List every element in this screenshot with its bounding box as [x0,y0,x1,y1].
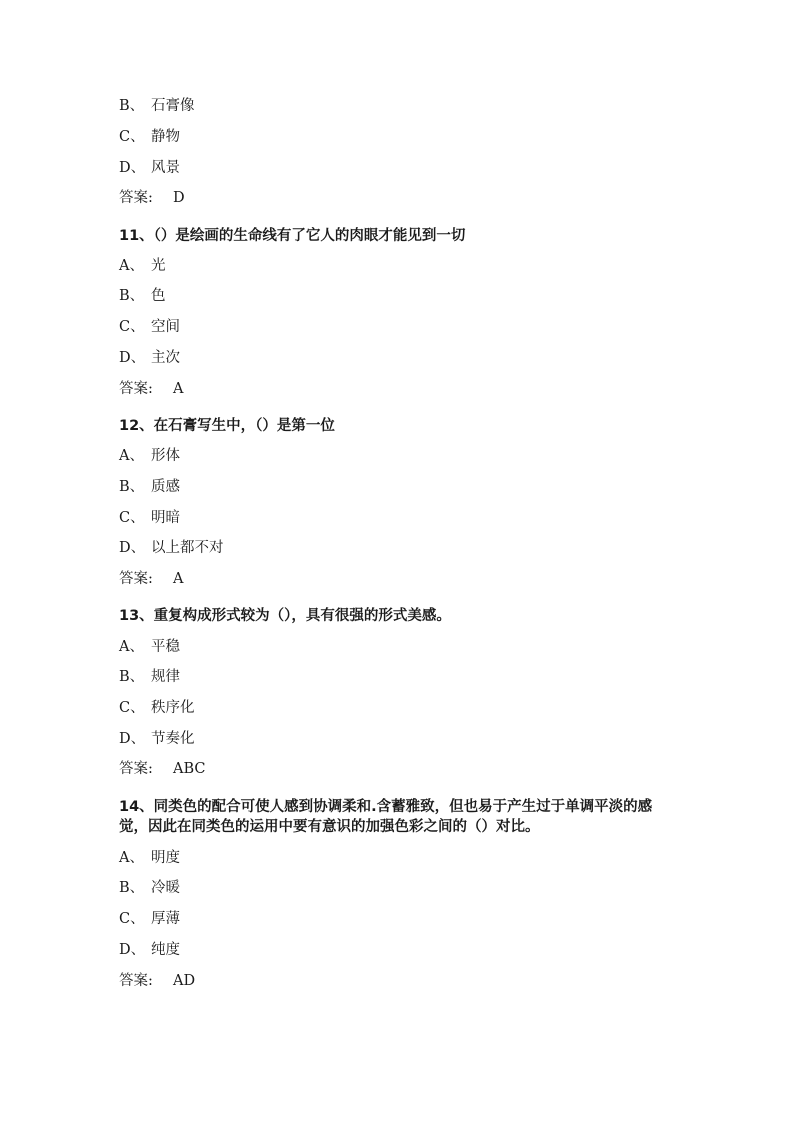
answer-value: D [173,190,185,206]
question-title: 13、重复构成形式较为（），具有很强的形式美感。 [119,608,451,624]
question-title: 11、（）是绘画的生命线有了它人的肉眼才能见到一切 [119,228,466,244]
option-row [119,940,180,960]
option-letter: D、 [119,942,146,958]
answer-label: 答案: [119,761,153,777]
answer-row [119,971,195,991]
option-text: 秩序化 [151,700,195,716]
option-text: 明暗 [151,510,180,526]
option-text: 空间 [151,319,180,335]
answer-row [119,569,183,589]
option-row [119,909,180,929]
option-text: 风景 [151,160,180,176]
option-row [119,446,180,466]
option-text: 静物 [151,129,180,145]
answer-value: ABC [173,761,206,777]
option-letter: C、 [119,129,145,145]
option-letter: C、 [119,319,145,335]
option-row [119,317,180,337]
option-row [119,878,180,898]
answer-label: 答案: [119,190,153,206]
option-letter: C、 [119,510,145,526]
option-text: 冷暖 [151,880,180,896]
option-letter: B、 [119,98,145,114]
answer-row [119,188,185,208]
answer-row [119,759,206,779]
option-letter: C、 [119,700,145,716]
option-text: 规律 [151,669,180,685]
option-text: 石膏像 [151,98,195,114]
option-text: 光 [151,258,166,274]
option-text: 以上都不对 [151,540,224,556]
option-letter: A、 [119,448,144,464]
answer-row [119,379,183,399]
question-title: 14、同类色的配合可使人感到协调柔和.含蓄雅致，但也易于产生过于单调平淡的感觉，因此在同类色的运用中要有意识的加强色彩之间的（）对比。 [119,799,653,835]
option-letter: B、 [119,479,145,495]
option-letter: D、 [119,350,146,366]
answer-value: A [173,381,184,397]
option-row [119,698,195,718]
option-row [119,127,180,147]
option-letter: A、 [119,258,144,274]
option-row [119,348,180,368]
option-row [119,667,180,687]
answer-label: 答案: [119,571,153,587]
option-row [119,729,195,749]
option-letter: D、 [119,540,146,556]
option-row [119,158,180,178]
option-text: 纯度 [151,942,180,958]
option-row [119,286,166,306]
answer-value: A [173,571,184,587]
option-letter: B、 [119,669,145,685]
option-text: 形体 [151,448,180,464]
option-text: 质感 [151,479,180,495]
option-row [119,256,166,276]
option-row [119,96,195,116]
answer-label: 答案: [119,973,153,989]
option-row [119,477,180,497]
option-text: 平稳 [151,639,180,655]
option-letter: B、 [119,288,145,304]
option-letter: D、 [119,731,146,747]
answer-label: 答案: [119,381,153,397]
option-row [119,637,180,657]
option-text: 明度 [151,850,180,866]
question-title: 12、在石膏写生中，（）是第一位 [119,418,335,434]
option-letter: B、 [119,880,145,896]
option-letter: A、 [119,850,144,866]
option-letter: C、 [119,911,145,927]
answer-value: AD [173,973,196,989]
option-letter: A、 [119,639,144,655]
option-text: 节奏化 [151,731,195,747]
option-text: 色 [151,288,166,304]
option-text: 厚薄 [151,911,180,927]
option-row [119,508,180,528]
option-text: 主次 [151,350,180,366]
option-letter: D、 [119,160,146,176]
option-row [119,848,180,868]
option-row [119,538,224,558]
